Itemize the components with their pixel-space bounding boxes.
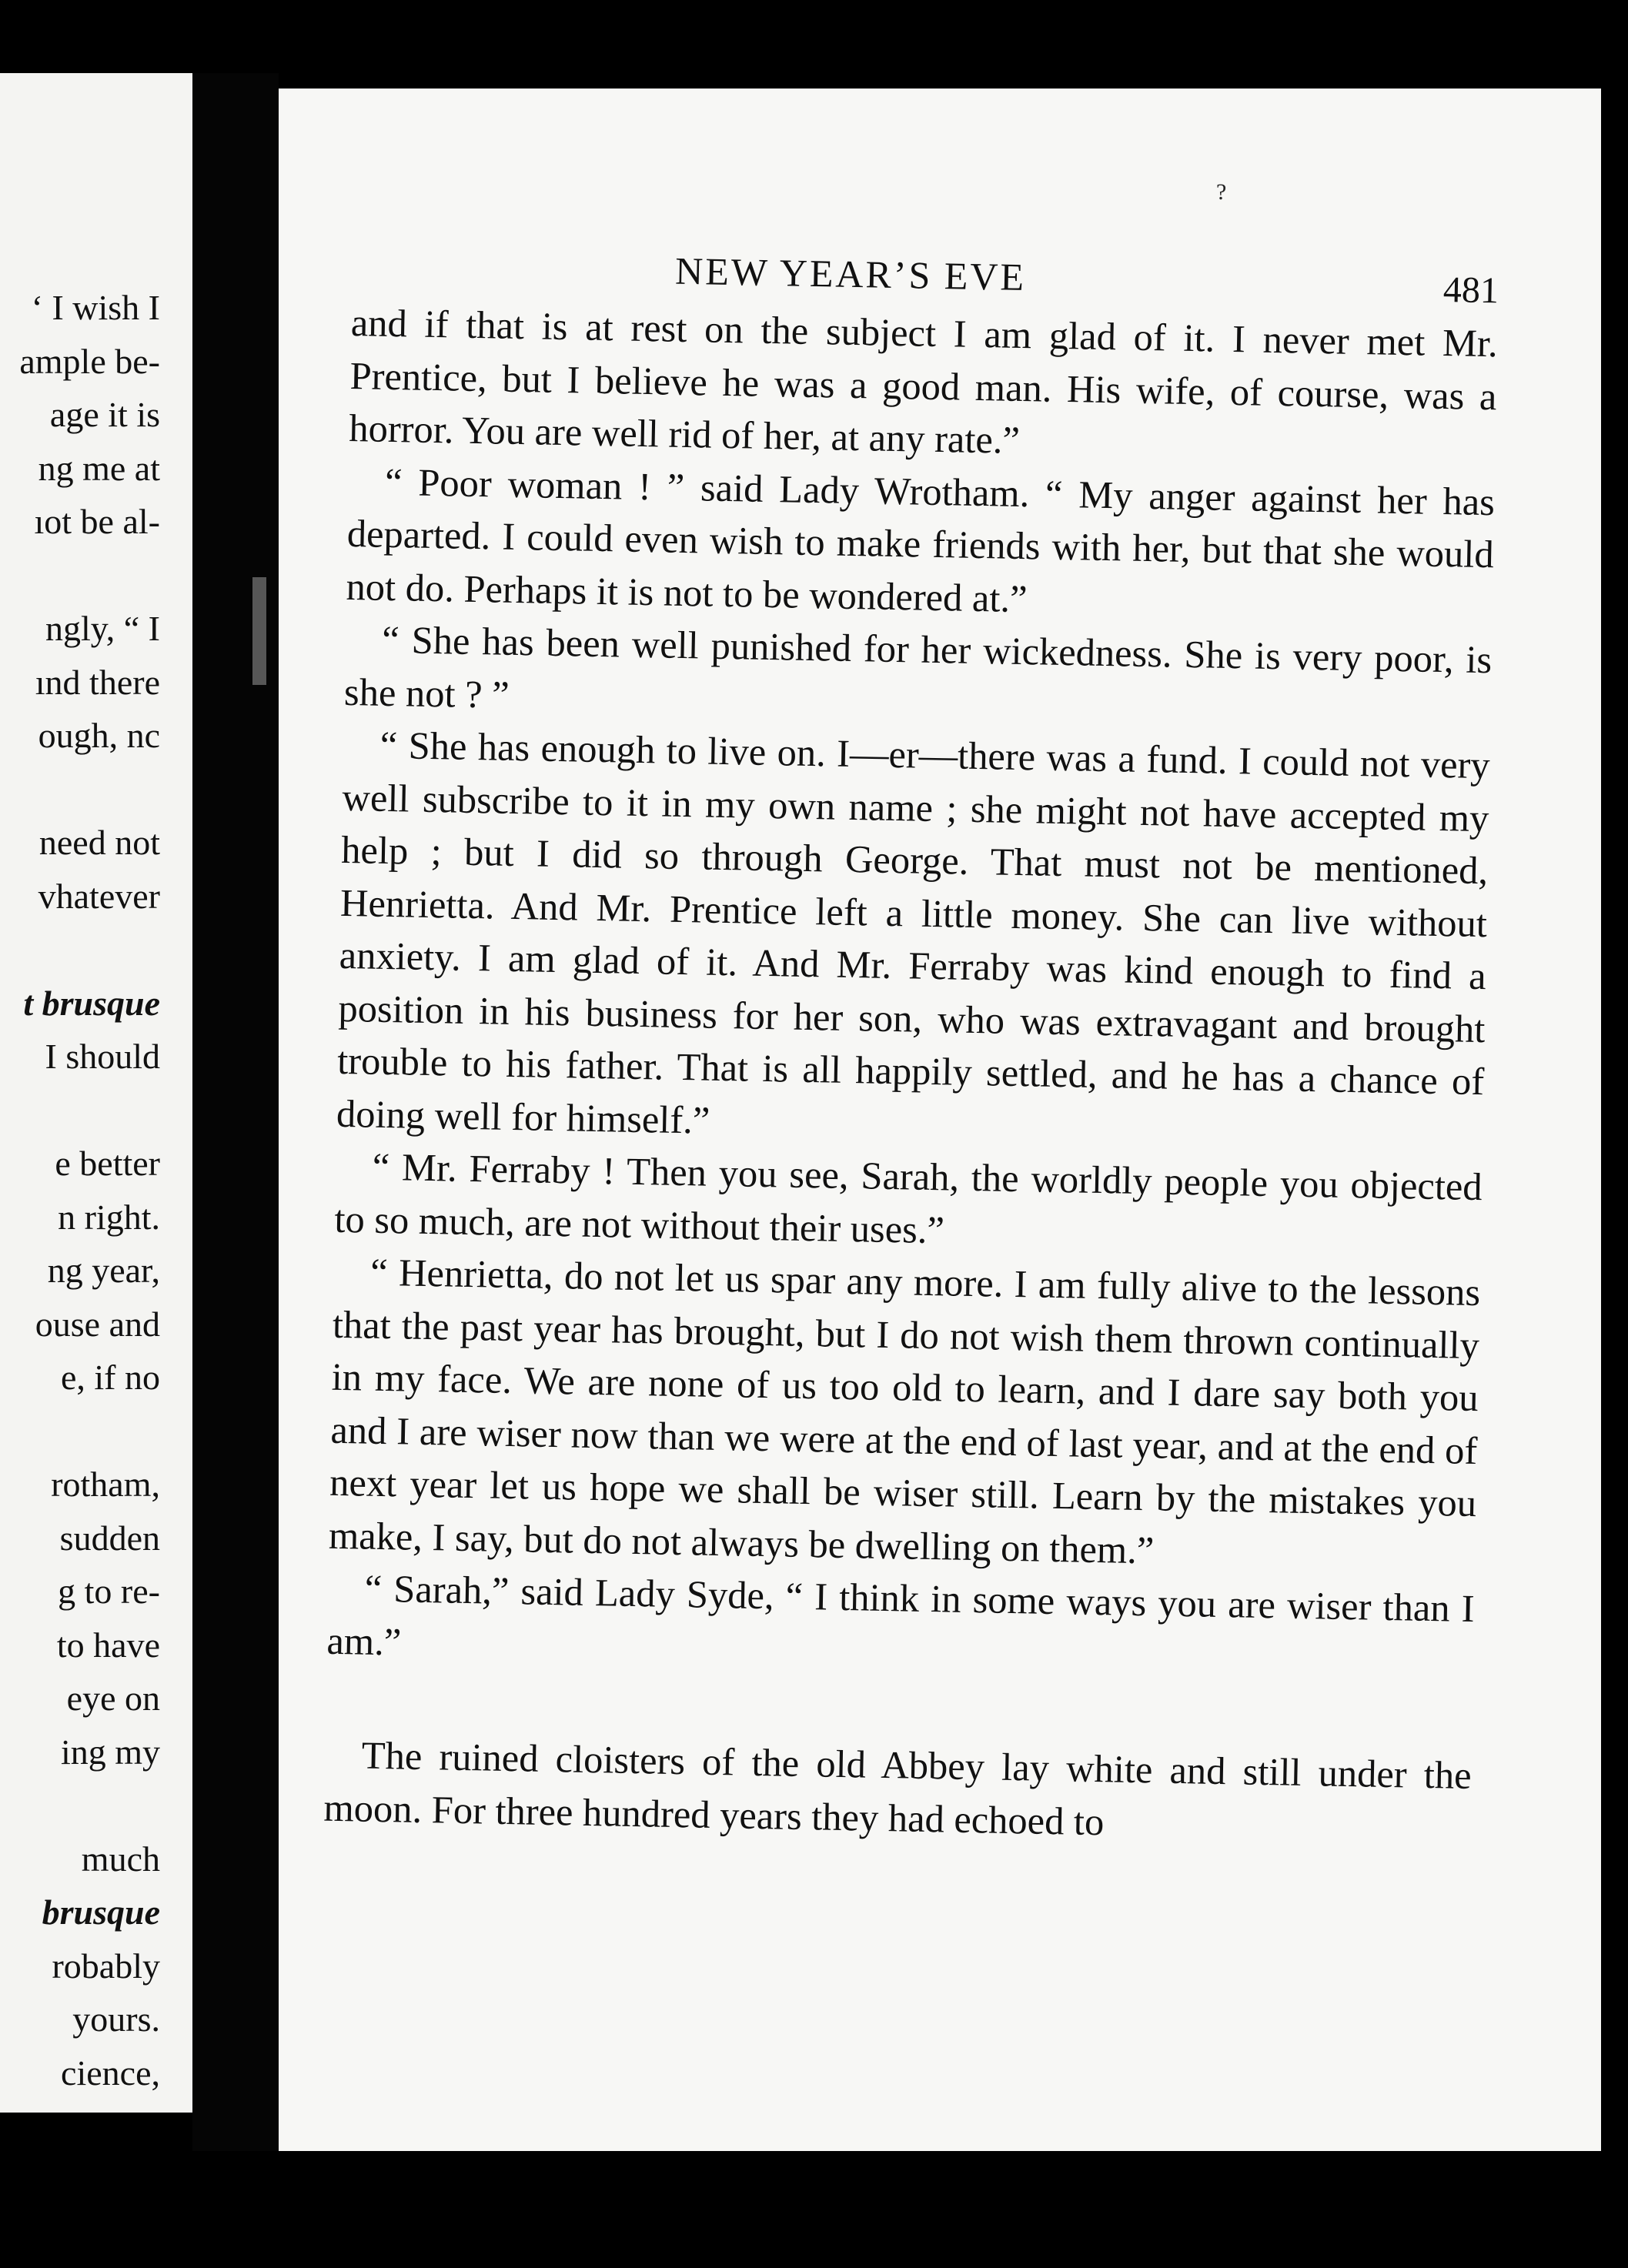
left-page-line: ing my: [60, 1732, 160, 1772]
left-page-line: ıot be al-: [34, 502, 160, 541]
paragraph: “ She has enough to live on. I—er—there was a fund. I could not very well subscribe to it in my own name ; she might not have accepted my help ; but I did so through George. That must not be mentioned, Henrietta. And Mr. Prentice left a little money. She can live without anxiety. I am glad of it. And Mr. Ferraby was kind enough to find a position in his business for her son, who was extravagant and brought trouble to his father. That is all happily settled, and he has a chance of doing well for himself.”: [336, 723, 1491, 1142]
left-page-line: much: [81, 1839, 160, 1879]
stray-mark: ?: [1216, 179, 1227, 205]
left-page-line: g to re-: [58, 1572, 160, 1611]
gutter-highlight: [252, 577, 266, 685]
page-content: [323, 235, 1499, 1855]
left-page-line: eye on: [66, 1678, 160, 1718]
left-page-line: vhatever: [38, 876, 160, 916]
left-page-line: brusque: [42, 1892, 160, 1932]
left-page-line: ınd there: [35, 662, 160, 702]
running-head-title: NEW YEAR’S EVE: [674, 249, 1027, 299]
left-page-line: age it is: [49, 395, 160, 434]
left-page-line: cience,: [61, 2053, 160, 2093]
left-page-line: ample be-: [19, 341, 160, 381]
left-page-line: t brusque: [23, 983, 160, 1023]
section-paragraph: The ruined cloisters of the old Abbey lay white and still under the moon. For three hundred years they had echoed to: [323, 1733, 1473, 1843]
left-page-line: sudden: [59, 1518, 160, 1558]
book-gutter: [192, 73, 279, 2151]
paragraph: “ Sarah,” said Lady Syde, “ I think in some ways you are wiser than I am.”: [326, 1566, 1476, 1663]
left-page-line: e better: [55, 1144, 160, 1183]
paragraph: “ Mr. Ferraby ! Then you see, Sarah, the worldly people you objected to so much, are not without their uses.”: [334, 1144, 1483, 1251]
left-page-line: e, if no: [60, 1358, 160, 1397]
paragraph: and if that is at rest on the subject I am glad of it. I never met Mr. Prentice, but I believe he was a good man. His wife, of course, was a horror. You are well rid of her, at any rate.”: [348, 300, 1499, 462]
previous-page-fragment: [0, 73, 192, 2113]
left-page-line: ng year,: [47, 1251, 160, 1290]
left-page-line: ngly, “ I: [45, 609, 160, 648]
left-page-line: n right.: [58, 1197, 160, 1237]
left-page-line: I should: [45, 1037, 160, 1076]
left-page-line: yours.: [72, 1999, 160, 2039]
body-text: [323, 296, 1498, 1855]
page-number: 481: [1442, 269, 1499, 312]
left-page-line: ng me at: [38, 448, 160, 488]
paragraph: “ She has been well punished for her wickedness. She is very poor, is she not ? ”: [343, 617, 1493, 716]
left-page-line: ‘ I wish I: [31, 288, 160, 327]
paragraph: “ Henrietta, do not let us spar any more. I am fully alive to the lessons that the past year has brought, but I do not wish them thrown continually in my face. We are none of us too old to learn, and I dare say both you and I are wiser now than we were at the end of last year, and at the end of next year let us hope we shall be wiser still. Learn by the mistakes you make, I say, but do not always be dwelling on them.”: [328, 1250, 1481, 1572]
left-page-line: ough, nc: [38, 716, 160, 755]
left-page-line: robably: [52, 1946, 160, 1986]
current-page: [279, 89, 1601, 2151]
paragraph: “ Poor woman ! ” said Lady Wrotham. “ My anger against her has departed. I could even wish to make friends with her, but that she would not do. Perhaps it is not to be wondered at.”: [346, 459, 1496, 620]
left-page-line: to have: [56, 1625, 160, 1665]
left-page-line: need not: [38, 823, 160, 862]
left-page-line: ouse and: [35, 1304, 160, 1344]
left-page-line: rotham,: [51, 1465, 160, 1504]
